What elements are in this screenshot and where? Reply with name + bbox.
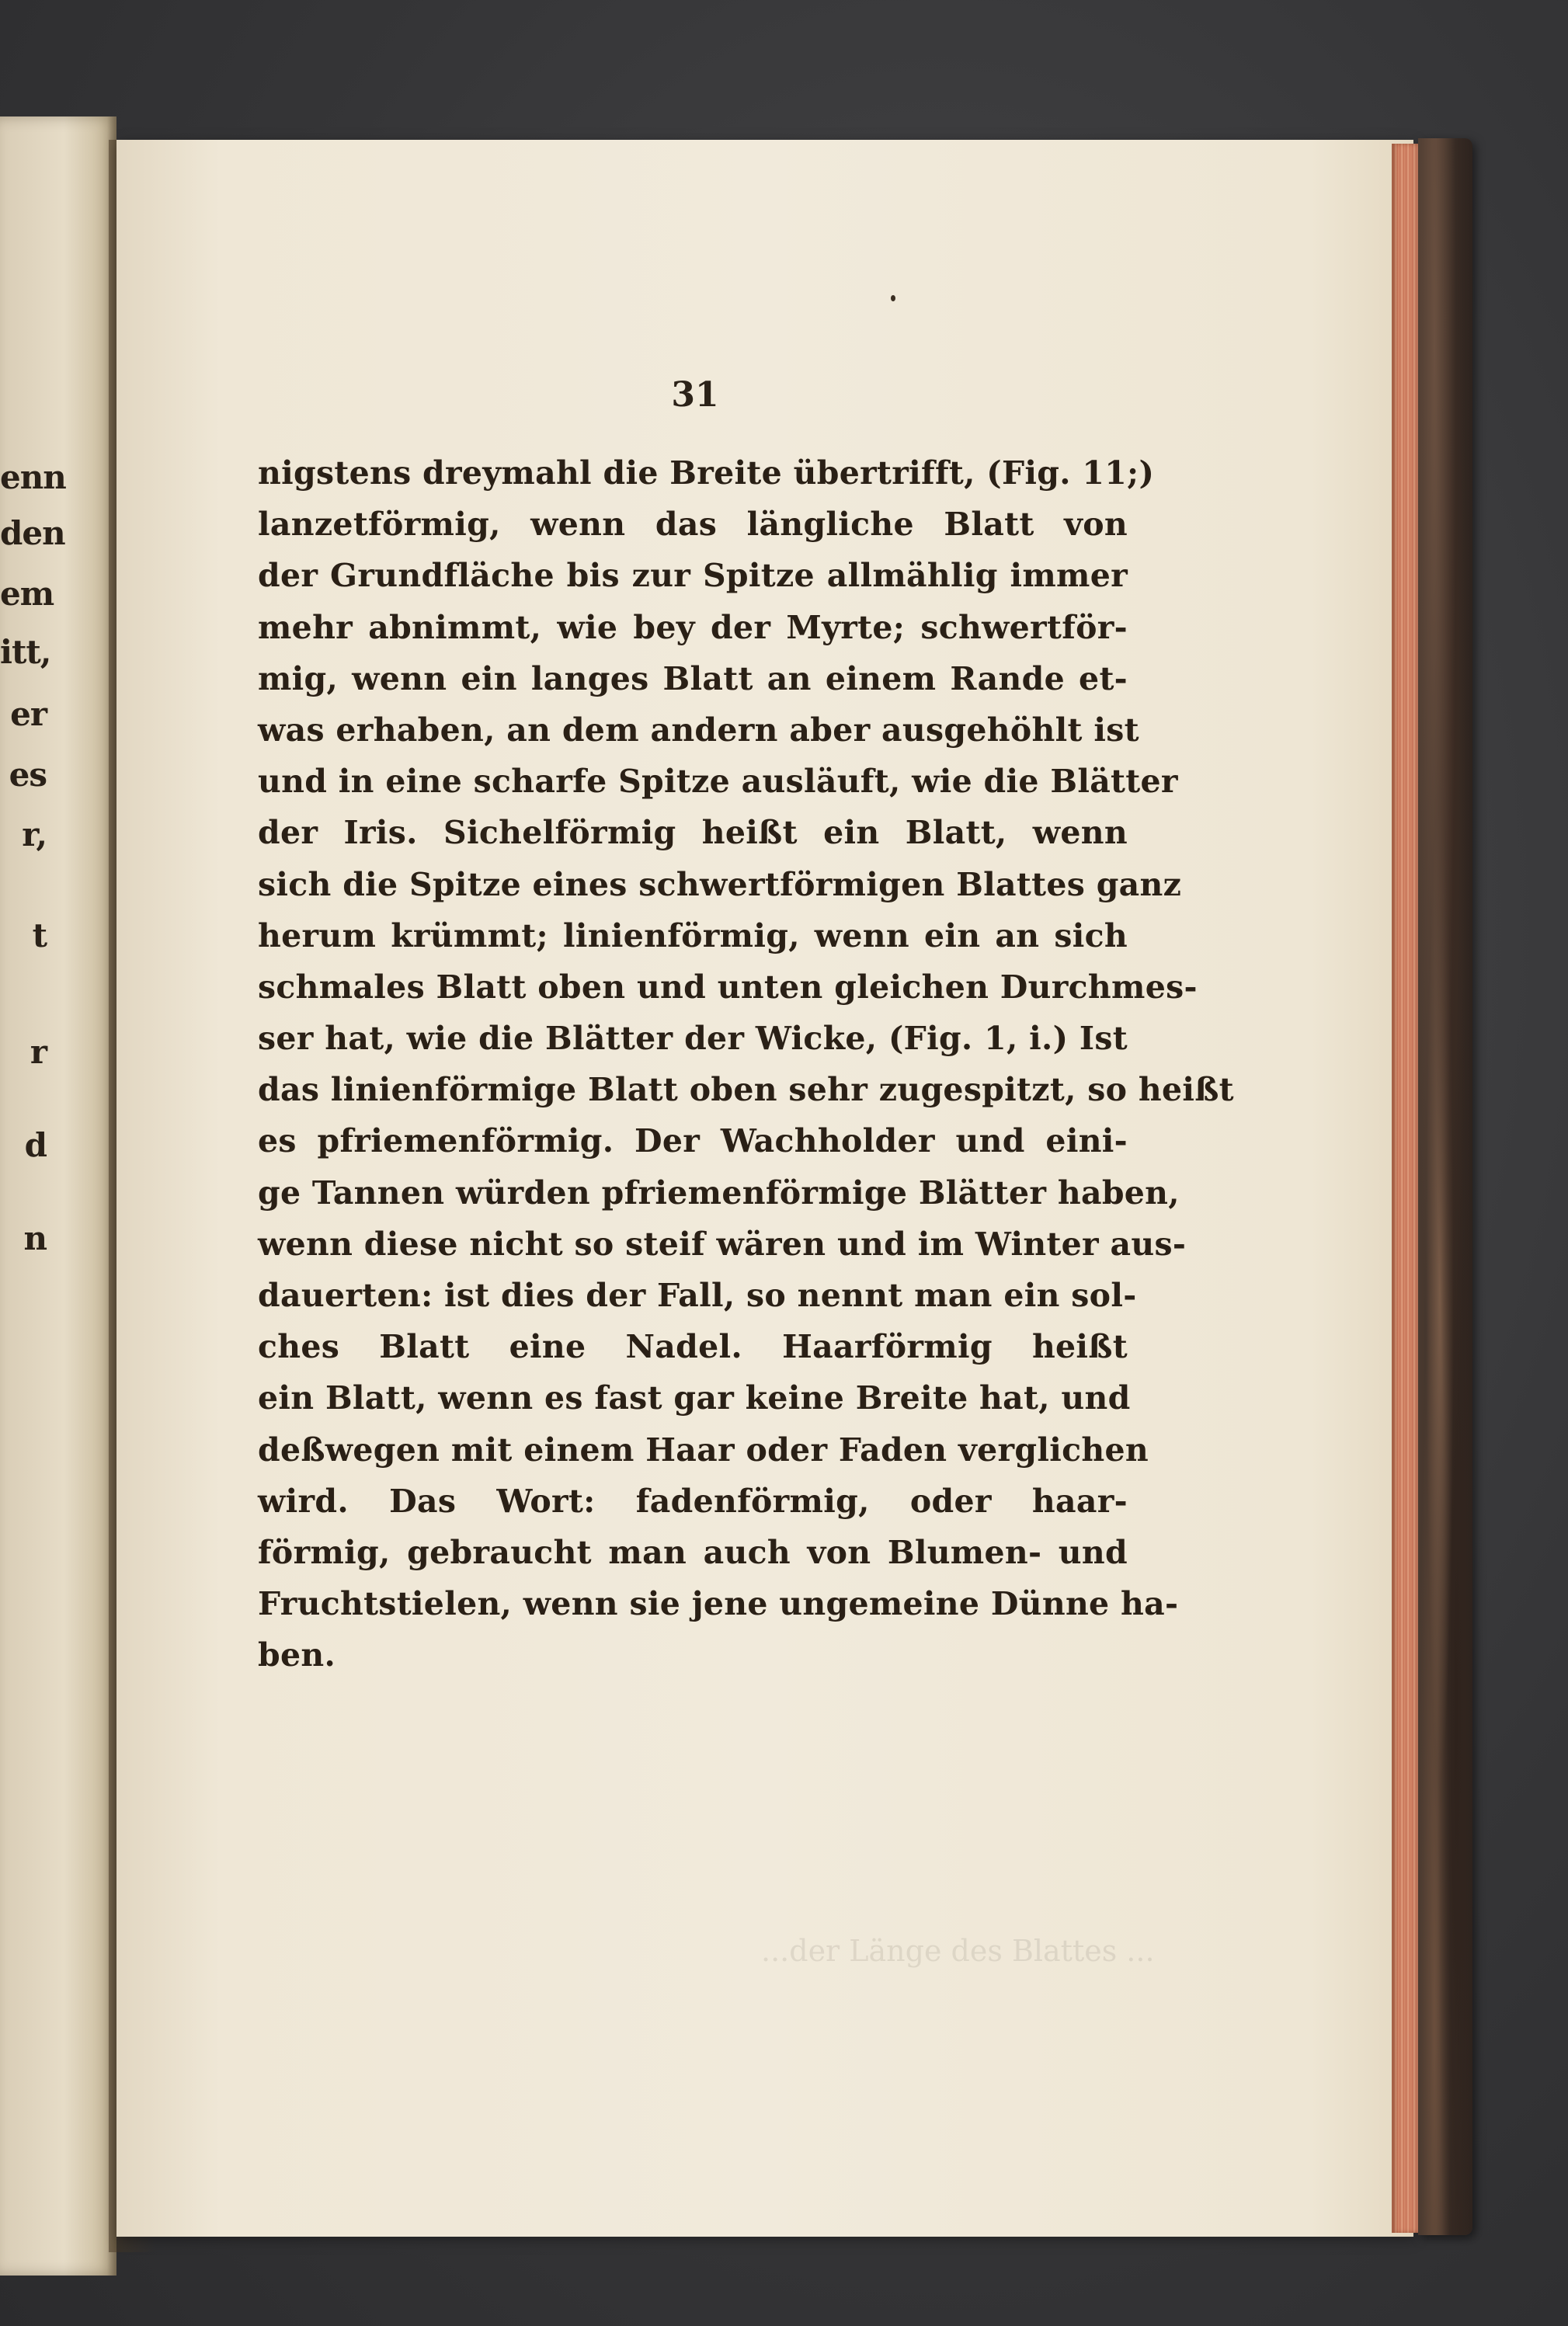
left-page-fragment: n [23,1219,47,1257]
page-edges [1392,144,1421,2233]
left-page-fragment: er [10,695,47,733]
text-line: mehr abnimmt, wie bey der Myrte; schwertför- [258,608,1128,646]
text-line: wenn diese nicht so steif wären und im Winter aus- [258,1225,1187,1263]
left-page-fragment: d [24,1126,47,1164]
bleed-through-text: ...der Länge des Blattes ... [761,1934,1155,1968]
text-line: ein Blatt, wenn es fast gar keine Breite hat, und [258,1379,1131,1417]
left-page-fragment: t [32,916,47,954]
text-line: das linienförmige Blatt oben sehr zugespitzt, so heißt [258,1071,1234,1109]
ink-speck [891,295,895,301]
text-line: es pfriemenförmig. Der Wachholder und eini- [258,1122,1128,1160]
left-page-fragment: den [0,514,65,552]
text-line: förmig, gebraucht man auch von Blumen- und [258,1533,1128,1571]
page-number: 31 [671,375,719,415]
text-line: der Iris. Sichelförmig heißt ein Blatt, wenn [258,814,1128,852]
text-line: Fruchtstielen, wenn sie jene ungemeine Dünne ha- [258,1585,1179,1623]
text-line: sich die Spitze eines schwertförmigen Blattes ganz [258,865,1182,903]
text-line: deßwegen mit einem Haar oder Faden verglichen [258,1431,1149,1469]
text-line: herum krümmt; linienförmig, wenn ein an sich [258,916,1128,954]
text-line: lanzetförmig, wenn das längliche Blatt von [258,506,1128,544]
text-line: ches Blatt eine Nadel. Haarförmig heißt [258,1328,1128,1366]
left-page-fragment: enn [0,458,66,496]
text-line: wird. Das Wort: fadenförmig, oder haar- [258,1482,1128,1520]
left-page-fragment: r, [22,815,47,854]
left-page-fragment: itt, [0,633,51,671]
left-facing-page [0,116,116,2276]
body-text [258,447,1234,1681]
text-line: dauerten: ist dies der Fall, so nennt man ein sol- [258,1277,1137,1314]
text-line: schmales Blatt oben und unten gleichen Durchmes- [258,968,1198,1006]
text-line: der Grundfläche bis zur Spitze allmählig immer [258,557,1128,595]
left-page-fragment: r [30,1033,47,1071]
text-line: und in eine scharfe Spitze ausläuft, wie die Blätter [258,763,1178,801]
text-line: ge Tannen würden pfriemenförmige Blätter haben, [258,1173,1180,1212]
left-page-fragment: em [0,575,54,613]
text-line: was erhaben, an dem andern aber ausgehöhlt ist [258,711,1139,749]
text-line: ben. [258,1636,336,1674]
left-page-fragment: es [9,756,47,794]
text-line: ser hat, wie die Blätter der Wicke, (Fig. 1, i.) Ist [258,1020,1128,1058]
text-line: mig, wenn ein langes Blatt an einem Rande et- [258,659,1128,697]
text-line: nigstens dreymahl die Breite übertrifft, (Fig. 11;) [258,454,1155,492]
marbled-cover [1418,138,1472,2235]
